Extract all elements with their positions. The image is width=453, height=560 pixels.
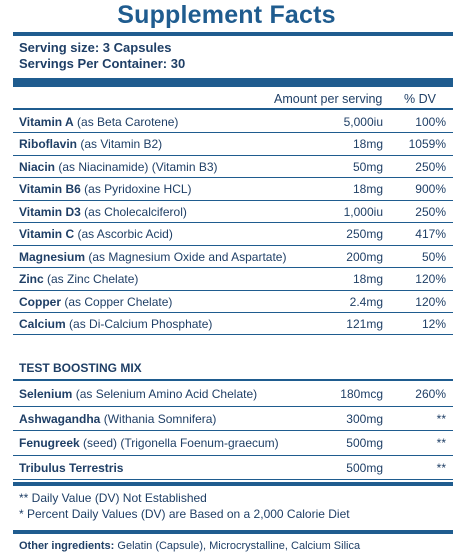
mix-source: (as Selenium Amino Acid Chelate) — [75, 387, 258, 401]
nutrient-name-cell — [19, 201, 187, 223]
nutrient-dv: 900% — [415, 182, 446, 197]
nutrient-name-cell — [19, 313, 212, 335]
nutrient-name: Vitamin B6 — [19, 182, 81, 197]
nutrient-source: (as Zinc Chelate) — [47, 272, 139, 287]
nutrient-amount: 18mg — [352, 182, 383, 197]
nutrient-amount: 50mg — [352, 159, 383, 174]
nutrient-name-cell — [19, 111, 178, 133]
dv-not-established-note: ** Daily Value (DV) Not Established — [19, 491, 207, 505]
nutrient-amount: 250mg — [346, 227, 383, 242]
mix-name-cell — [19, 456, 123, 480]
nutrient-source: (as Vitamin B2) — [80, 137, 163, 152]
footer-rule — [13, 482, 453, 486]
mix-dv: 260% — [415, 387, 446, 401]
mix-row — [13, 431, 453, 456]
nutrient-amount: 5,000iu — [343, 115, 383, 129]
nutrient-source: (as Magnesium Oxide and Aspartate) — [88, 249, 287, 264]
nutrient-amount: 18mg — [352, 272, 383, 287]
nutrient-name: Copper — [19, 294, 61, 309]
panel-title: Supplement Facts — [117, 1, 336, 29]
nutrient-name-cell — [19, 246, 286, 268]
nutrient-amount: 1,000iu — [343, 204, 383, 219]
nutrient-dv: 417% — [415, 227, 446, 242]
section-rule — [13, 379, 453, 381]
nutrient-amount: 18mg — [352, 137, 383, 152]
mix-row — [13, 456, 453, 481]
mix-row — [13, 407, 453, 432]
nutrient-name-cell — [19, 178, 192, 200]
nutrient-amount: 121mg — [346, 316, 383, 331]
nutrient-row — [13, 111, 453, 133]
mix-amount: 180mcg — [340, 387, 383, 401]
nutrient-name: Vitamin A — [19, 115, 74, 129]
serving-size: Serving size: 3 Capsules — [19, 40, 172, 55]
nutrient-dv: 120% — [415, 272, 446, 287]
mix-source: (Withania Somnifera) — [103, 411, 217, 426]
nutrient-row — [13, 223, 453, 245]
nutrient-dv: 250% — [415, 204, 446, 219]
nutrient-row — [13, 133, 453, 155]
nutrient-name-cell — [19, 268, 138, 290]
nutrient-row — [13, 156, 453, 178]
nutrient-row — [13, 178, 453, 200]
nutrient-row — [13, 201, 453, 223]
mix-name-cell — [19, 382, 257, 406]
mix-amount: 500mg — [346, 460, 383, 475]
mix-row — [13, 382, 453, 407]
other-ingredients-label: Other ingredients: — [19, 540, 115, 552]
nutrient-row — [13, 246, 453, 268]
mix-dv: ** — [436, 436, 446, 450]
nutrient-dv: 1059% — [408, 137, 446, 152]
percent-dv-note: * Percent Daily Values (DV) are Based on a 2,000 Calorie Diet — [19, 507, 350, 521]
mix-dv: ** — [436, 460, 446, 475]
mix-amount: 300mg — [346, 411, 383, 426]
mix-name: Ashwagandha — [19, 411, 101, 426]
mix-name: Tribulus Terrestris — [19, 460, 124, 475]
mix-table — [13, 382, 453, 480]
nutrient-source: (as Di-Calcium Phosphate) — [69, 316, 213, 331]
section-title: TEST BOOSTING MIX — [19, 361, 142, 375]
nutrient-source: (as Ascorbic Acid) — [77, 227, 173, 242]
nutrient-name: Calcium — [19, 316, 66, 331]
other-ingredients — [19, 538, 360, 554]
nutrient-row — [13, 291, 453, 313]
nutrient-table — [13, 111, 453, 335]
mix-name-cell — [19, 431, 279, 455]
nutrient-amount: 200mg — [346, 249, 383, 264]
nutrient-name: Magnesium — [19, 249, 86, 264]
nutrient-name: Vitamin D3 — [19, 204, 81, 219]
nutrient-dv: 100% — [415, 115, 446, 129]
nutrient-dv: 12% — [421, 316, 446, 331]
thick-rule — [13, 78, 453, 87]
other-ingredients-text: Gelatin (Capsule), Microcrystalline, Calcium Silica — [117, 540, 361, 552]
mix-name-cell — [19, 407, 216, 431]
mix-dv: ** — [436, 411, 446, 426]
servings-per-container: Servings Per Container: 30 — [19, 56, 186, 71]
nutrient-dv: 50% — [421, 249, 446, 264]
nutrient-source: (as Cholecalciferol) — [84, 204, 187, 219]
mix-name: Fenugreek — [19, 436, 80, 450]
nutrient-name: Niacin — [19, 159, 56, 174]
nutrient-name: Vitamin C — [19, 227, 75, 242]
nutrient-dv: 120% — [415, 294, 446, 309]
header-rule — [13, 108, 453, 110]
mix-amount: 500mg — [346, 436, 383, 450]
nutrient-source: (as Pyridoxine HCL) — [84, 182, 192, 197]
dv-header: % DV — [404, 92, 436, 106]
nutrient-row — [13, 313, 453, 335]
nutrient-name: Zinc — [19, 272, 44, 287]
mix-name: Selenium — [19, 387, 73, 401]
nutrient-source: (as Niacinamide) (Vitamin B3) — [58, 159, 218, 174]
nutrient-name-cell — [19, 133, 162, 155]
nutrient-source: (as Copper Chelate) — [64, 294, 173, 309]
nutrient-dv: 250% — [415, 159, 446, 174]
nutrient-name-cell — [19, 223, 173, 245]
nutrient-name: Riboflavin — [19, 137, 78, 152]
mix-source: (seed) (Trigonella Foenum-graecum) — [83, 436, 279, 450]
column-header — [0, 91, 453, 107]
amount-header: Amount per serving — [274, 92, 383, 106]
nutrient-name-cell — [19, 156, 218, 178]
nutrient-row — [13, 268, 453, 290]
nutrient-name-cell — [19, 291, 172, 313]
nutrient-amount: 2.4mg — [349, 294, 383, 309]
bottom-rule — [13, 530, 453, 534]
top-rule — [13, 32, 453, 36]
nutrient-source: (as Beta Carotene) — [77, 115, 179, 129]
